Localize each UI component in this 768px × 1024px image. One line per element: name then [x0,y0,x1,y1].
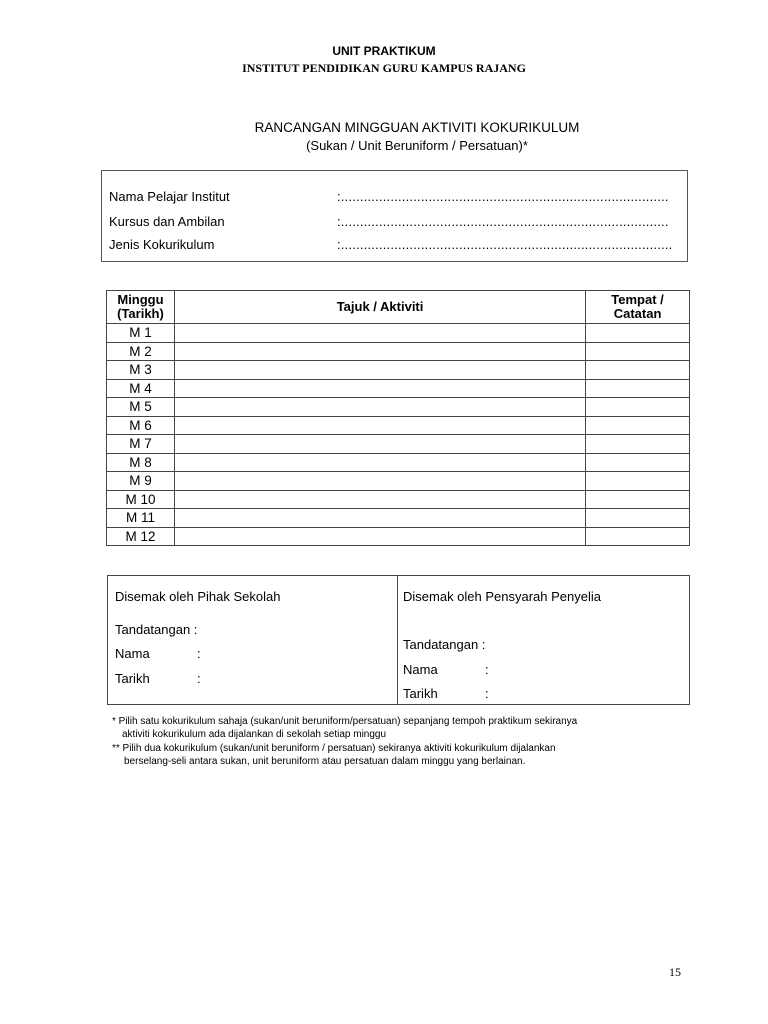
table-row [107,509,690,528]
school-date-colon: : [197,671,201,686]
activity-cell[interactable] [174,416,585,435]
student-info-box [101,170,688,262]
week-cell: M 7 [107,435,175,454]
week-column-header [107,291,175,324]
unit-heading: UNIT PRAKTIKUM [332,44,436,58]
place-cell[interactable] [586,342,690,361]
activity-cell[interactable] [174,490,585,509]
table-row [107,435,690,454]
place-cell[interactable] [586,453,690,472]
activity-cell[interactable] [174,342,585,361]
place-cell[interactable] [586,490,690,509]
activity-cell[interactable] [174,379,585,398]
lecturer-check-heading: Disemak oleh Pensyarah Penyelia [403,589,601,604]
place-cell[interactable] [586,527,690,546]
table-row [107,472,690,491]
school-name-colon: : [197,646,201,661]
activity-cell[interactable] [174,453,585,472]
course-field[interactable]: :...................................................................................... [337,214,669,229]
week-cell: M 1 [107,324,175,343]
cocurricular-type-field[interactable]: :....................................................................................... [337,237,673,252]
week-cell: M 6 [107,416,175,435]
student-name-label: Nama Pelajar Institut [109,189,230,204]
lecturer-name-label: Nama [403,662,438,677]
place-cell[interactable] [586,509,690,528]
verification-divider [397,576,398,704]
table-row [107,416,690,435]
week-cell: M 3 [107,361,175,380]
activity-cell[interactable] [174,435,585,454]
week-cell: M 4 [107,379,175,398]
week-cell: M 12 [107,527,175,546]
place-column-header [586,291,690,324]
school-date-label: Tarikh [115,671,150,686]
week-header-line2: (Tarikh) [117,306,164,321]
place-header-line1: Tempat / [611,292,664,307]
lecturer-date-colon: : [485,686,489,701]
week-cell: M 5 [107,398,175,417]
cocurricular-type-label: Jenis Kokurikulum [109,237,215,252]
form-title: RANCANGAN MINGGUAN AKTIVITI KOKURIKULUM [254,120,580,135]
week-cell: M 10 [107,490,175,509]
lecturer-date-label: Tarikh [403,686,438,701]
weekly-schedule-table [106,290,690,546]
school-check-heading: Disemak oleh Pihak Sekolah [115,589,281,604]
place-cell[interactable] [586,324,690,343]
table-row [107,361,690,380]
week-cell: M 8 [107,453,175,472]
table-row [107,379,690,398]
page-number: 15 [669,965,681,979]
table-row [107,398,690,417]
table-row [107,527,690,546]
table-row [107,324,690,343]
course-label: Kursus dan Ambilan [109,214,225,229]
activity-cell[interactable] [174,361,585,380]
place-cell[interactable] [586,416,690,435]
table-row [107,342,690,361]
place-cell[interactable] [586,435,690,454]
lecturer-name-colon: : [485,662,489,677]
student-name-field[interactable]: :...................................................................................... [337,189,669,204]
table-row [107,453,690,472]
week-cell: M 9 [107,472,175,491]
footnote-2-line-1: ** Pilih dua kokurikulum (sukan/unit beruniform / persatuan) sekiranya aktiviti kokurikulum dijalankan [112,743,556,754]
activity-cell[interactable] [174,472,585,491]
week-header-line1: Minggu [117,292,164,307]
place-cell[interactable] [586,398,690,417]
institute-heading: INSTITUT PENDIDIKAN GURU KAMPUS RAJANG [242,61,526,75]
verification-box [107,575,690,705]
school-name-label: Nama [115,646,150,661]
week-cell: M 11 [107,509,175,528]
activity-cell[interactable] [174,509,585,528]
activity-column-header: Tajuk / Aktiviti [174,291,585,324]
place-header-line2: Catatan [613,306,662,321]
table-row [107,490,690,509]
place-cell[interactable] [586,361,690,380]
activity-cell[interactable] [174,527,585,546]
lecturer-signature-label: Tandatangan : [403,637,486,652]
footnote-1-line-2: aktiviti kokurikulum ada dijalankan di sekolah setiap minggu [122,729,387,740]
footnote-2-line-2: berselang-seli antara sukan, unit beruniform atau persatuan dalam minggu yang berlainan. [124,756,526,767]
activity-cell[interactable] [174,324,585,343]
place-cell[interactable] [586,472,690,491]
week-cell: M 2 [107,342,175,361]
form-subtitle: (Sukan / Unit Beruniform / Persatuan)* [306,138,528,153]
table-header-row [107,291,690,324]
place-cell[interactable] [586,379,690,398]
school-signature-label: Tandatangan : [115,622,198,637]
footnote-1-line-1: * Pilih satu kokurikulum sahaja (sukan/unit beruniform/persatuan) sepanjang tempoh praktikum sekiranya [112,716,578,727]
activity-cell[interactable] [174,398,585,417]
